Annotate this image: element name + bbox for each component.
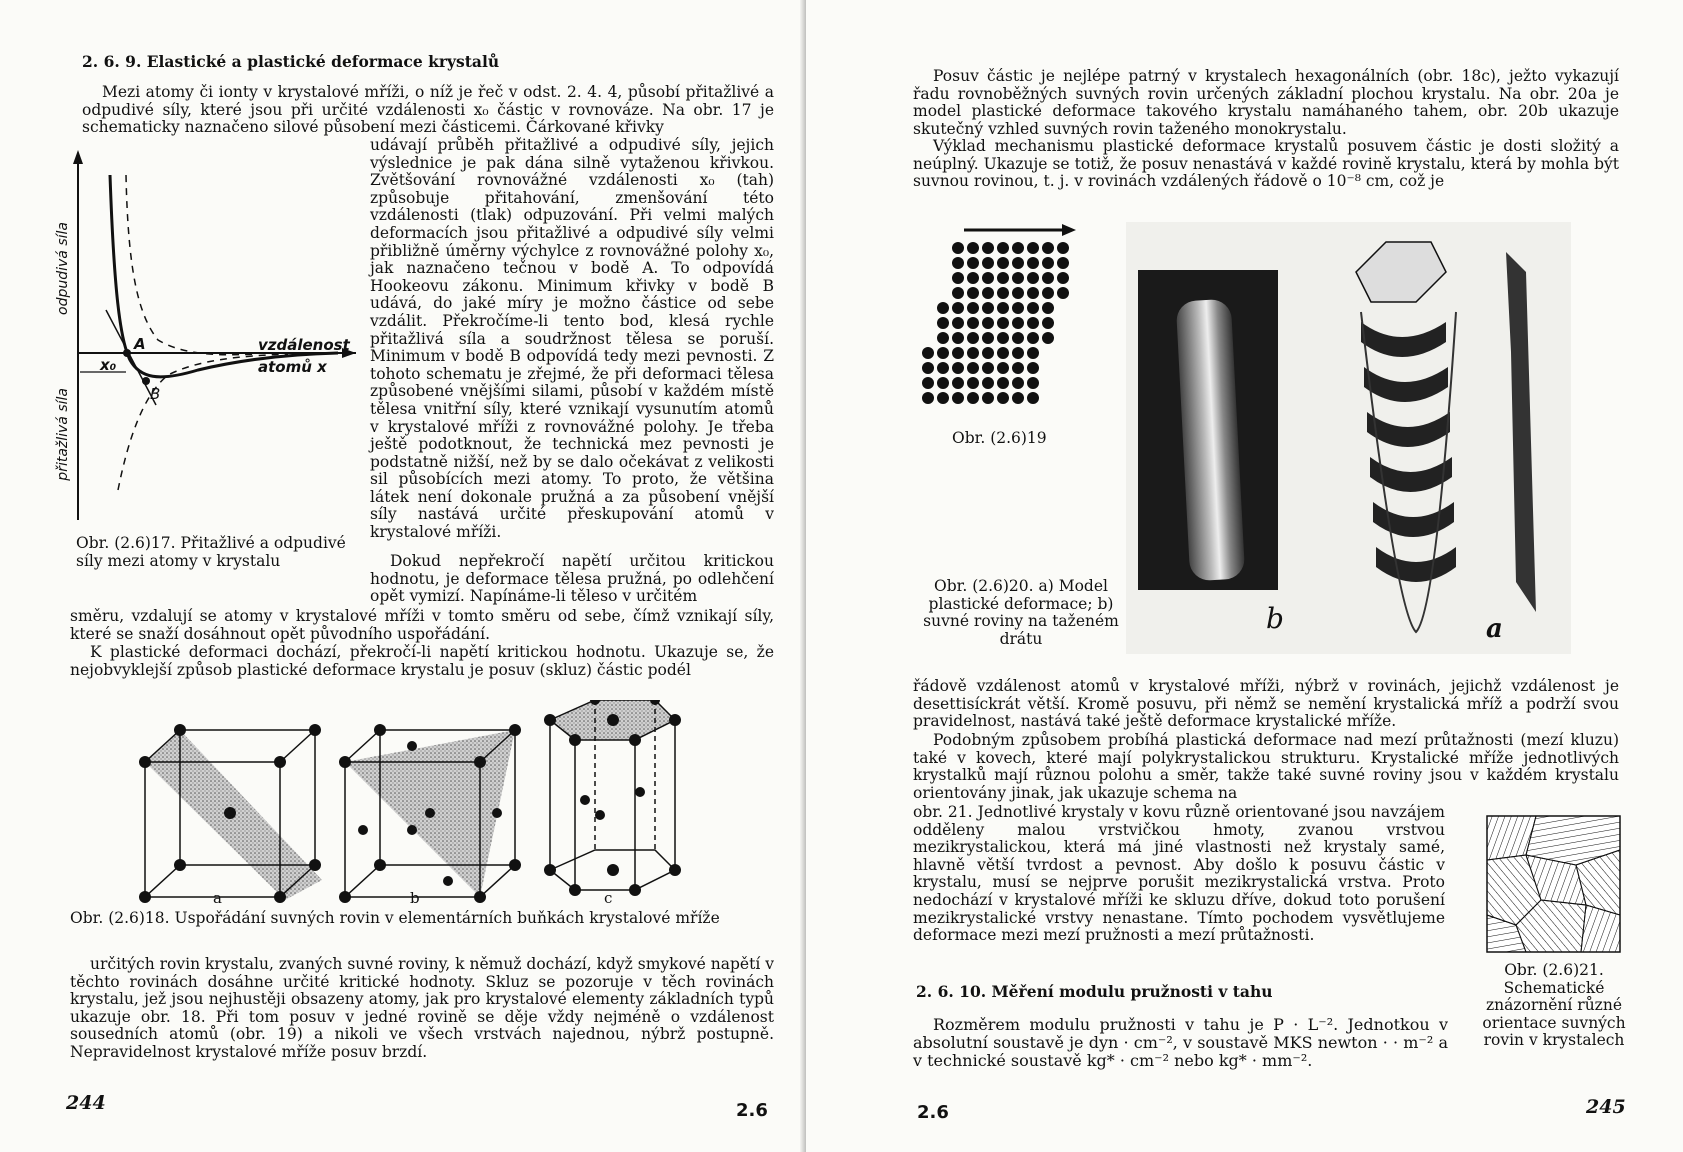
- lattice-atom: [1027, 392, 1039, 404]
- lattice-atom: [937, 317, 949, 329]
- lattice-atom: [1042, 242, 1054, 254]
- lattice-atom: [982, 347, 994, 359]
- lattice-atom: [1012, 377, 1024, 389]
- lattice-atom: [937, 332, 949, 344]
- lattice-atom: [982, 302, 994, 314]
- lattice-atom: [952, 287, 964, 299]
- figure-20b-wire-photo: [1138, 270, 1278, 590]
- lattice-atom: [967, 287, 979, 299]
- figure-21-caption: Obr. (2.6)21. Schematické znázornění různé orientace suvných rovin v krystalech: [1482, 961, 1626, 1050]
- lattice-atom: [1057, 257, 1069, 269]
- intro-paragraph: Mezi atomy či ionty v krystalové mříži, o níž je řeč v odst. 2. 4. 4, působí přitažlivé a odpudivé síly, které jsou při určité vzdálenosti x₀ částic v rovnováze. Na obr. 17 je schematicky naznačeno silové působení mezi částicemi. Čárkované křivky: [82, 83, 774, 137]
- lattice-atom: [952, 347, 964, 359]
- lattice-atom: [982, 242, 994, 254]
- figure-18-label-a: a: [213, 889, 222, 907]
- lattice-atom: [1027, 242, 1039, 254]
- lattice-atom: [1012, 332, 1024, 344]
- lattice-atom: [1012, 302, 1024, 314]
- section-tag-right: 2.6: [917, 1102, 949, 1123]
- lattice-atom: [1027, 347, 1039, 359]
- lattice-atom: [922, 347, 934, 359]
- figure-18-label-b: b: [410, 889, 420, 907]
- ylabel-attractive: přitažlivá síla: [55, 388, 71, 481]
- lattice-atom: [1057, 287, 1069, 299]
- lattice-atom: [922, 377, 934, 389]
- lattice-atom: [952, 272, 964, 284]
- lattice-atom: [997, 347, 1009, 359]
- lattice-atom: [1042, 287, 1054, 299]
- lattice-atom: [952, 377, 964, 389]
- lattice-atom: [1042, 257, 1054, 269]
- column-paragraph-2: Dokud nepřekročí napětí určitou kritickou hodnotu, je deformace tělesa pružná, po odlehčení opět vymizí. Napínáme-li těleso v určitém: [370, 552, 774, 606]
- figure-18-unit-cells: [130, 700, 730, 910]
- section-tag-left: 2.6: [736, 1100, 768, 1121]
- lattice-atom: [1012, 272, 1024, 284]
- cell-b: [339, 724, 521, 903]
- lattice-atom: [997, 257, 1009, 269]
- figure-17-caption: Obr. (2.6)17. Přitažlivé a odpudivé síly mezi atomy v krystalu: [76, 534, 346, 570]
- lattice-atom: [952, 242, 964, 254]
- figure-19-atom-grid: [918, 222, 1098, 422]
- left-page: [0, 0, 820, 1152]
- right-paragraph-5: obr. 21. Jednotlivé krystaly v kovu různě orientované jsou navzájem odděleny malou vrstvičkou hmoty, zvanou vrstvou mezikrystalickou, která má jiné vlastnosti než krystaly samé, hlavně větší tvrdost a pevnost. Aby došlo k posuvu částic v krystalu, musí se nejprve porušit mezikrystalická vrstva. Proto nedochází v krystalové mříži ke skluzu dříve, dokud toto porušení mezikrystalické vrstvy nenastane. Tímto pochodem vysvětlujeme deformace mezi mezí pružnosti a mezí průtažnosti.: [913, 803, 1445, 945]
- lattice-atom: [1057, 242, 1069, 254]
- lattice-atom: [967, 272, 979, 284]
- lattice-atom: [1012, 362, 1024, 374]
- lattice-atom: [1027, 362, 1039, 374]
- right-page: [806, 0, 1683, 1152]
- x0-label: x₀: [100, 356, 117, 374]
- lattice-atom: [952, 257, 964, 269]
- lattice-atom: [1027, 302, 1039, 314]
- lattice-atom: [997, 317, 1009, 329]
- lattice-atom: [997, 377, 1009, 389]
- lattice-atom: [967, 347, 979, 359]
- lattice-atom: [967, 377, 979, 389]
- section-heading-2-6-10: 2. 6. 10. Měření modulu pružnosti v tahu: [916, 982, 1273, 1001]
- lattice-atom: [937, 302, 949, 314]
- lattice-atom: [967, 392, 979, 404]
- lattice-atom: [937, 347, 949, 359]
- lattice-atom: [937, 392, 949, 404]
- point-b-label: B: [150, 385, 161, 403]
- lattice-atom: [967, 362, 979, 374]
- lattice-atom: [967, 302, 979, 314]
- lattice-atom: [952, 317, 964, 329]
- lattice-atom: [1012, 242, 1024, 254]
- figure-20-label-a: a: [1486, 614, 1503, 644]
- figure-20-caption: Obr. (2.6)20. a) Model plastické deformace; b) suvné roviny na taženém drátu: [923, 577, 1119, 648]
- lattice-atom: [967, 332, 979, 344]
- lattice-atom: [952, 392, 964, 404]
- lattice-atom: [1012, 392, 1024, 404]
- lattice-atom: [1042, 272, 1054, 284]
- lattice-atom: [967, 257, 979, 269]
- lattice-atom: [997, 362, 1009, 374]
- right-paragraph-3: řádově vzdálenost atomů v krystalové mříži, nýbrž v rovinách, jejichž vzdálenost je desettisíckrát větší. Kromě posuvu, při němž se nemění krystalická mříž a podrží svou pravidelnost, nastává také ještě deformace krystalické mříže.: [913, 677, 1619, 731]
- full-paragraph-2: K plastické deformaci dochází, překročí-li napětí kritickou hodnotu. Ukazuje se, že nejobvyklejší způsob plastické deformace krystalu je posuv (skluz) částic podél: [70, 643, 774, 679]
- lattice-atom: [952, 362, 964, 374]
- right-intro-paragraph: Posuv částic je nejlépe patrný v krystalech hexagonálních (obr. 18c), ježto vykazují řadu rovnoběžných suvných rovin určených základní plochou krystalu. Na obr. 20a je model plastické deformace takového krystalu namáhaného tahem, obr. 20b ukazuje skutečný vzhled suvných rovin taženého monokrystalu.: [913, 67, 1619, 138]
- lattice-atom: [982, 272, 994, 284]
- lattice-atom: [982, 332, 994, 344]
- lattice-atom: [1012, 287, 1024, 299]
- lattice-atom: [982, 362, 994, 374]
- page-number-right: 245: [1586, 1096, 1626, 1118]
- lattice-atom: [922, 392, 934, 404]
- right-paragraph-6: Rozměrem modulu pružnosti v tahu je P · L⁻². Jednotkou v absolutní soustavě je dyn · cm⁻², v soustavě MKS newton · · m⁻² a v technické soustavě kg* · cm⁻² nebo kg* · mm⁻².: [913, 1015, 1448, 1070]
- figure-19-caption: Obr. (2.6)19: [952, 429, 1047, 447]
- cell-c: [544, 700, 681, 896]
- lattice-atom: [997, 272, 1009, 284]
- figure-18-caption: Obr. (2.6)18. Uspořádání suvných rovin v elementárních buňkách krystalové mříže: [70, 909, 720, 927]
- lattice-atom: [937, 377, 949, 389]
- lattice-atom: [967, 317, 979, 329]
- lattice-atom: [997, 302, 1009, 314]
- lattice-atom: [982, 377, 994, 389]
- cell-a: [139, 724, 322, 903]
- lattice-atom: [1027, 332, 1039, 344]
- lattice-atom: [1027, 287, 1039, 299]
- point-a-label: A: [134, 335, 146, 353]
- lattice-atom: [1042, 302, 1054, 314]
- bottom-paragraph: určitých rovin krystalu, zvaných suvné roviny, k němuž dochází, když smykové napětí v těchto rovinách dosáhne určité kritické hodnoty. Skluz se pozoruje v těch rovinách krystalu, jež jsou nejhustěji obsazeny atomy, jak pro krystalové elementy základních typů ukazuje obr. 18. Při tom posuv v jedné rovině se děje vždy nejméně o vzdálenost sousedních atomů (obr. 19) a nikoli ve všech vrstvách najednou, nýbrž postupně. Nepravidelnost krystalové mříže posuv brzdí.: [70, 955, 774, 1061]
- lattice-atom: [1027, 272, 1039, 284]
- lattice-atom: [982, 392, 994, 404]
- lattice-atom: [922, 362, 934, 374]
- lattice-atom: [937, 362, 949, 374]
- lattice-atom: [1027, 317, 1039, 329]
- lattice-atom: [997, 332, 1009, 344]
- lattice-atom: [1042, 332, 1054, 344]
- lattice-atom: [952, 302, 964, 314]
- figure-20-label-b: b: [1266, 602, 1284, 635]
- lattice-atom: [1042, 317, 1054, 329]
- lattice-atom: [1027, 257, 1039, 269]
- lattice-atom: [997, 287, 1009, 299]
- lattice-atom: [982, 257, 994, 269]
- section-heading-2-6-9: 2. 6. 9. Elastické a plastické deformace krystalů: [82, 52, 500, 71]
- lattice-atom: [1012, 347, 1024, 359]
- right-paragraph-4: Podobným způsobem probíhá plastická deformace nad mezí průtažnosti (mezí kluzu) také v kovech, které mají polykrystalickou strukturu. Krystalické mříže jednotlivých krystalků mají různou polohu a směr, takže také suvné roviny jsou v každém krystalu orientovány jinak, jak ukazuje schema na: [913, 731, 1619, 802]
- lattice-atom: [1057, 272, 1069, 284]
- ylabel-repulsive: odpudivá síla: [55, 222, 71, 315]
- figure-20-photo: [1126, 222, 1571, 654]
- figure-20a-model: [1336, 232, 1566, 652]
- lattice-atom: [1012, 317, 1024, 329]
- lattice-atom: [1027, 377, 1039, 389]
- page-number-left: 244: [66, 1092, 106, 1114]
- figure-21-polycrystal: [1486, 815, 1621, 953]
- xlabel-distance: vzdálenost: [258, 336, 350, 354]
- lattice-atom: [997, 392, 1009, 404]
- lattice-atom: [952, 332, 964, 344]
- lattice-atom: [1012, 257, 1024, 269]
- xlabel-atoms: atomů x: [258, 358, 327, 376]
- lattice-atom: [967, 242, 979, 254]
- figure-18-label-c: c: [604, 889, 613, 907]
- lattice-atom: [982, 317, 994, 329]
- full-paragraph-1: směru, vzdalují se atomy v krystalové mříži v tomto směru od sebe, čímž vznikají síly, které se snaží dosáhnout opět původního uspořádání.: [70, 607, 774, 643]
- lattice-atom: [997, 242, 1009, 254]
- lattice-atom: [982, 287, 994, 299]
- right-paragraph-2: Výklad mechanismu plastické deformace krystalů posuvem částic je dosti složitý a neúplný. Ukazuje se totiž, že posuv nenastává v každé rovině krystalu, která by mohla být suvnou rovinou, t. j. v rovinách vzdálených řádově o 10⁻⁸ cm, což je: [913, 137, 1619, 191]
- right-column-paragraph: udávají průběh přitažlivé a odpudivé síly, jejich výslednice je pak dána silně vytaženou křivkou. Zvětšování rovnovážné vzdálenosti x₀ (tah) způsobuje přitahování, zmenšování této vzdálenosti (tlak) odpuzování. Při velmi malých deformacích jsou přitažlivé a odpudivé síly velmi přibližně úměrny výchylce z rovnovážné polohy x₀, jak naznačeno tečnou v bodě A. To odpovídá Hookeovu zákonu. Minimum křivky v bodě B udává, do jaké míry je možno částice od sebe vzdálit. Překročíme-li tento bod, klesá rychle přitažlivá síla a soudržnost tělesa se poruší. Minimum v bodě B odpovídá tedy mezi pevnosti. Z tohoto schematu je zřejmé, že při deformaci tělesa způsobené vnějšími silami, působí v každém místě tělesa vnitřní síly, které vznikají vysunutím atomů v krystalové mříži z rovnovážné polohy. Je třeba ještě podotknout, že technická mez pevnosti je podstatně nižší, než by se dalo očekávat z velikosti sil působících mezi atomy. To proto, že většina látek není dokonale pružná a za působení vnější síly nastává určité přeskupování atomů v krystalové mříži.: [370, 136, 774, 542]
